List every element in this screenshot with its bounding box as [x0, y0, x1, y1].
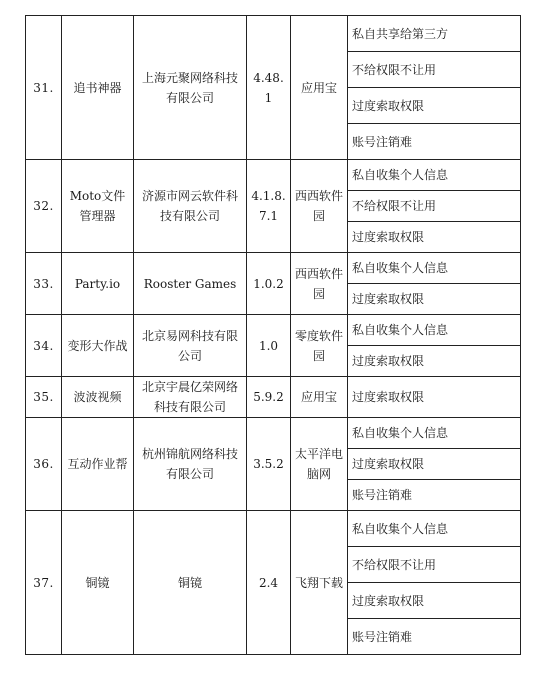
app-store: 零度软件园: [291, 315, 348, 377]
row-number: 37.: [26, 511, 62, 655]
table-row: [26, 253, 521, 284]
violation-issue: 不给权限不让用: [348, 547, 521, 583]
row-number: 32.: [26, 160, 62, 253]
violation-issue: 账号注销难: [348, 124, 521, 160]
violation-issue: 过度索取权限: [348, 377, 521, 418]
table-row: [26, 16, 521, 52]
row-number: 35.: [26, 377, 62, 418]
app-version: 4.48.1: [247, 16, 291, 160]
table-row: [26, 377, 521, 418]
violation-issue: 账号注销难: [348, 480, 521, 511]
violation-issue: 私自共享给第三方: [348, 16, 521, 52]
app-name: Party.io: [62, 253, 134, 315]
developer-name: 济源市网云软件科技有限公司: [134, 160, 247, 253]
app-name: 波波视频: [62, 377, 134, 418]
violation-issue: 私自收集个人信息: [348, 160, 521, 191]
violation-issue: 不给权限不让用: [348, 191, 521, 222]
table-body: [26, 16, 521, 655]
violation-issue: 账号注销难: [348, 619, 521, 655]
developer-name: 杭州锦航网络科技有限公司: [134, 418, 247, 511]
app-store: 应用宝: [291, 16, 348, 160]
app-store: 飞翔下载: [291, 511, 348, 655]
app-version: 2.4: [247, 511, 291, 655]
violation-issue: 过度索取权限: [348, 284, 521, 315]
app-version: 1.0: [247, 315, 291, 377]
row-number: 36.: [26, 418, 62, 511]
app-name: 铜镜: [62, 511, 134, 655]
developer-name: 北京易网科技有限公司: [134, 315, 247, 377]
developer-name: 铜镜: [134, 511, 247, 655]
app-store: 西西软件园: [291, 253, 348, 315]
violation-issue: 过度索取权限: [348, 88, 521, 124]
violation-issue: 过度索取权限: [348, 222, 521, 253]
app-name: 互动作业帮: [62, 418, 134, 511]
app-version: 4.1.8.7.1: [247, 160, 291, 253]
app-name: Moto文件管理器: [62, 160, 134, 253]
developer-name: 上海元聚网络科技有限公司: [134, 16, 247, 160]
app-store: 太平洋电脑网: [291, 418, 348, 511]
app-version: 1.0.2: [247, 253, 291, 315]
table-row: [26, 418, 521, 449]
app-store: 西西软件园: [291, 160, 348, 253]
row-number: 31.: [26, 16, 62, 160]
developer-name: 北京宇晨亿荣网络科技有限公司: [134, 377, 247, 418]
app-store: 应用宝: [291, 377, 348, 418]
app-version: 3.5.2: [247, 418, 291, 511]
table-row: [26, 160, 521, 191]
app-name: 追书神器: [62, 16, 134, 160]
table-row: [26, 511, 521, 547]
row-number: 33.: [26, 253, 62, 315]
violation-issue: 过度索取权限: [348, 346, 521, 377]
violation-issue: 私自收集个人信息: [348, 511, 521, 547]
violation-issue: 过度索取权限: [348, 583, 521, 619]
app-violation-table: [25, 15, 521, 655]
row-number: 34.: [26, 315, 62, 377]
violation-issue: 私自收集个人信息: [348, 315, 521, 346]
violation-issue: 过度索取权限: [348, 449, 521, 480]
app-name: 变形大作战: [62, 315, 134, 377]
table-row: [26, 315, 521, 346]
violation-issue: 私自收集个人信息: [348, 253, 521, 284]
developer-name: Rooster Games: [134, 253, 247, 315]
app-version: 5.9.2: [247, 377, 291, 418]
violation-issue: 不给权限不让用: [348, 52, 521, 88]
violation-issue: 私自收集个人信息: [348, 418, 521, 449]
